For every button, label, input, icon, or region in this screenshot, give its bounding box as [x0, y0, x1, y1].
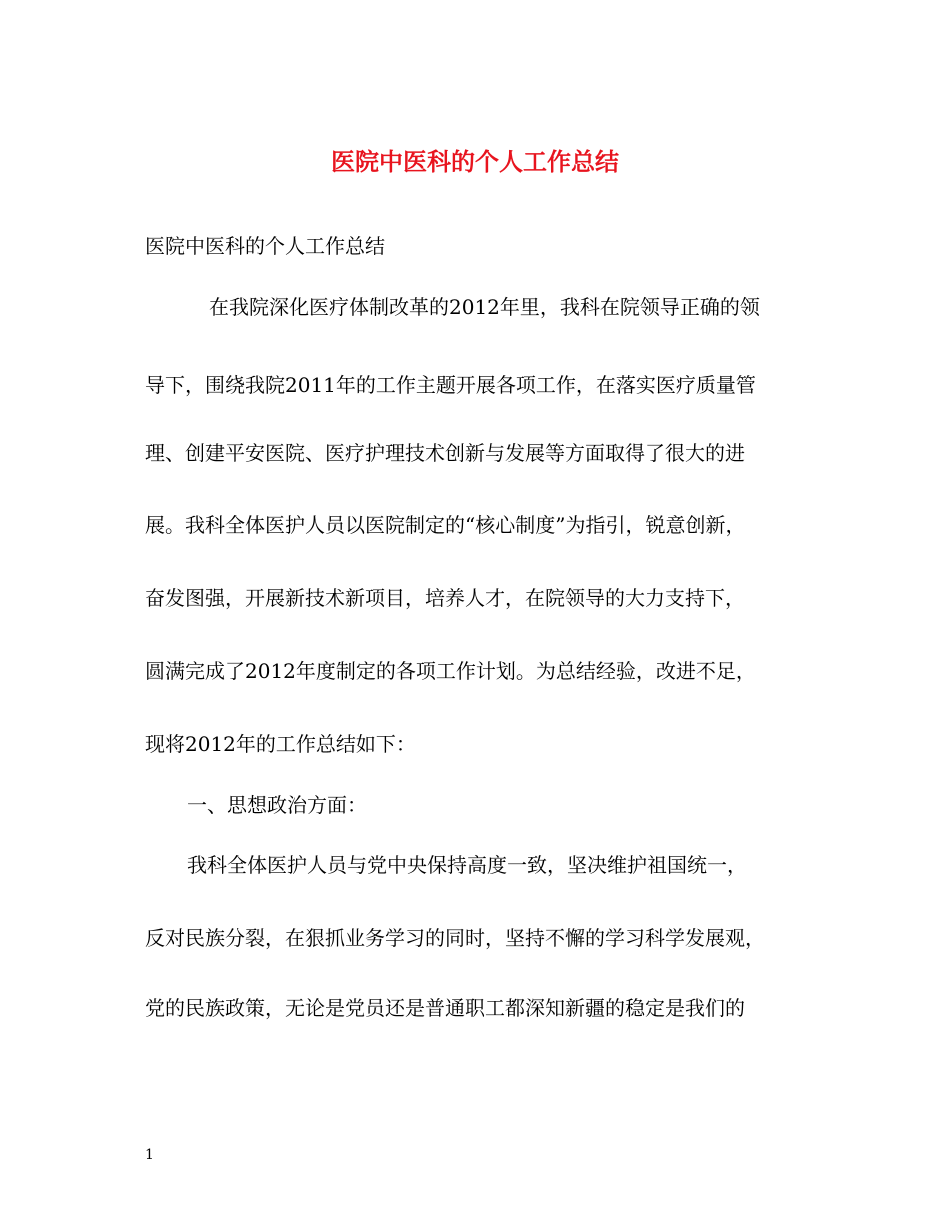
paragraph-line: 展。我科全体医护人员以医院制定的“核心制度”为指引，锐意创新， [145, 513, 746, 537]
paragraph-line: 现将2012年的工作总结如下： [145, 732, 416, 756]
paragraph-line: 党的民族政策，无论是党员还是普通职工都深知新疆的稳定是我们的 [145, 996, 745, 1020]
paragraph-line: 导下，围绕我院2011年的工作主题开展各项工作，在落实医疗质量管 [145, 373, 756, 397]
document-subtitle: 医院中医科的个人工作总结 [145, 234, 385, 258]
document-title: 医院中医科的个人工作总结 [331, 147, 619, 176]
paragraph-line: 反对民族分裂，在狠抓业务学习的同时，坚持不懈的学习科学发展观， [145, 926, 765, 950]
paragraph-line: 我科全体医护人员与党中央保持高度一致，坚决维护祖国统一， [187, 853, 747, 877]
section-heading: 一、思想政治方面： [187, 793, 367, 817]
paragraph-line: 在我院深化医疗体制改革的2012年里，我科在院领导正确的领 [209, 295, 760, 319]
paragraph-line: 奋发图强，开展新技术新项目，培养人才，在院领导的大力支持下， [145, 586, 745, 610]
page-number: 1 [145, 1147, 154, 1163]
paragraph-line: 圆满完成了2012年度制定的各项工作计划。为总结经验，改进不足， [145, 659, 756, 683]
paragraph-line: 理、创建平安医院、医疗护理技术创新与发展等方面取得了很大的进 [145, 441, 745, 465]
